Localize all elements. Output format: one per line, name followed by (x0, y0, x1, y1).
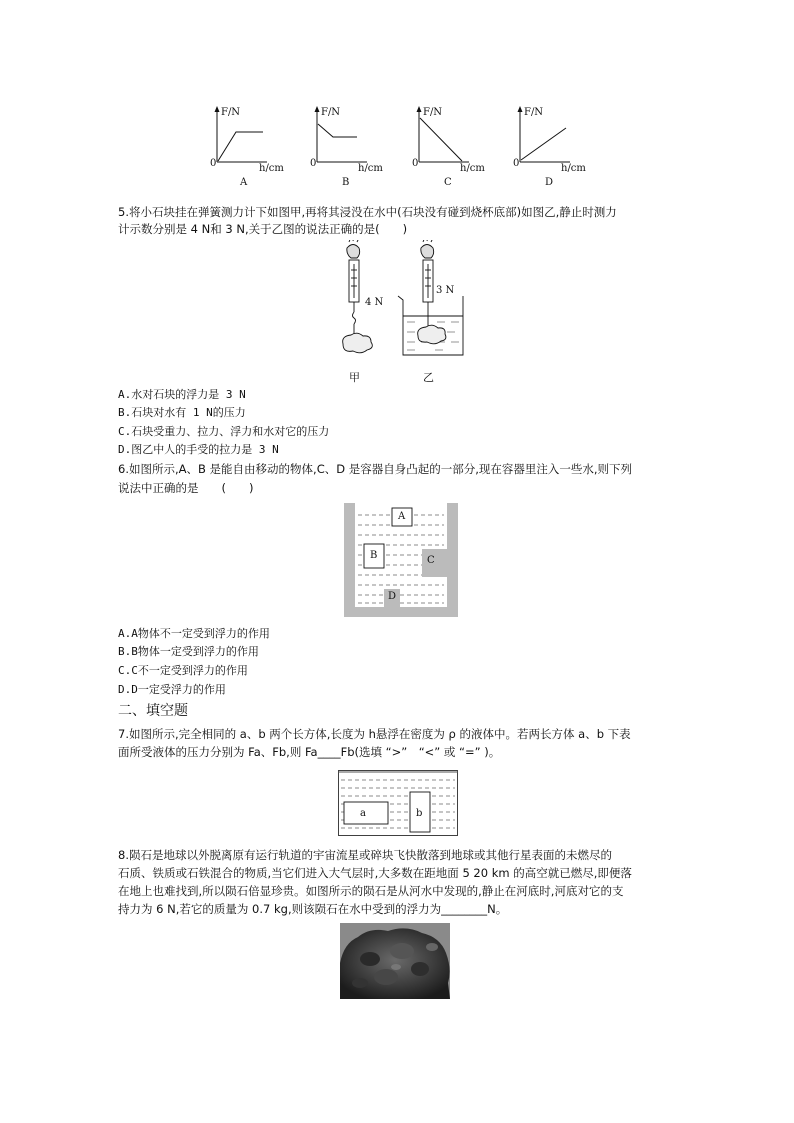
q5-jia-reading: 4 N (365, 297, 384, 308)
q6-stem-line2: 说法中正确的是 ( ) (118, 481, 254, 495)
figure-yi (398, 240, 463, 355)
q7-label-b: b (416, 808, 423, 819)
graph-a-origin: 0 (210, 158, 217, 169)
graph-c-option: C (444, 177, 452, 188)
graph-d-y-label: F/N (524, 107, 544, 118)
q6-option-c[interactable]: C.C不一定受到浮力的作用 (118, 664, 248, 677)
graph-d-option: D (545, 177, 554, 188)
graph-d-origin: 0 (513, 158, 520, 169)
graph-b-x-label: h/cm (358, 163, 383, 174)
meteorite-photo (340, 923, 450, 999)
graph-b-curve (318, 124, 357, 137)
graph-d-x-label: h/cm (561, 163, 586, 174)
q7-floating-blocks-figure (338, 770, 458, 836)
q7-label-a: a (360, 808, 366, 819)
graph-c-y-label: F/N (423, 107, 443, 118)
section-title-fill-in: 二、填空题 (118, 703, 188, 719)
graph-d-curve (521, 128, 566, 160)
q5-option-c[interactable]: C.石块受重力、拉力、浮力和水对它的压力 (118, 425, 330, 438)
q6-label-a: A (398, 511, 406, 522)
q6-option-a[interactable]: A.A物体不一定受到浮力的作用 (118, 627, 270, 640)
q5-option-a[interactable]: A.水对石块的浮力是 3 N (118, 388, 246, 401)
q6-option-d[interactable]: D.D一定受浮力的作用 (118, 683, 226, 696)
q5-stem-line1: 5.将小石块挂在弹簧测力计下如图甲,再将其浸没在水中(石块没有碰到烧杯底部)如图乙,静止时测力 (118, 205, 617, 219)
q6-label-d: D (388, 591, 397, 602)
graph-b-option: B (342, 177, 350, 188)
q5-option-b[interactable]: B.石块对水有 1 N的压力 (118, 406, 246, 419)
q6-label-c: C (427, 555, 435, 566)
q5-stem-line2: 计示数分别是 4 N和 3 N,关于乙图的说法正确的是( ) (118, 222, 408, 236)
graph-a-x-label: h/cm (259, 163, 284, 174)
q5-caption-jia: 甲 (349, 371, 360, 384)
q6-option-b[interactable]: B.B物体一定受到浮力的作用 (118, 645, 259, 658)
graph-b-origin: 0 (310, 158, 317, 169)
graph-c-curve (420, 118, 462, 161)
graph-b-y-label: F/N (321, 107, 341, 118)
q5-caption-yi: 乙 (423, 371, 434, 384)
q7-stem-line2: 面所受液体的压力分别为 Fa、Fb,则 Fa____Fb(选填 “>” “<” 或 “=” )。 (118, 745, 501, 759)
graph-a-option: A (240, 177, 248, 188)
q8-line2: 石质、铁质或石铁混合的物质,当它们进入大气层时,大多数在距地面 5 20 km 的高空就已燃尽,即便落 (118, 866, 632, 880)
graph-a-y-label: F/N (221, 107, 241, 118)
q5-option-d[interactable]: D.图乙中人的手受的拉力是 3 N (118, 443, 279, 456)
q5-spring-scale-figure (325, 240, 465, 365)
q8-line4: 持力为 6 N,若它的质量为 0.7 kg,则该陨石在水中受到的浮力为________N。 (118, 902, 508, 916)
graph-c-x-label: h/cm (460, 163, 485, 174)
block-a (344, 802, 388, 824)
q7-stem-line1: 7.如图所示,完全相同的 a、b 两个长方体,长度为 h悬浮在密度为 ρ 的液体中。若两长方体 a、b 下表 (118, 727, 631, 741)
q6-label-b: B (370, 550, 378, 561)
graph-c-origin: 0 (412, 158, 419, 169)
q8-line1: 8.陨石是地球以外脱离原有运行轨道的宇宙流星或碎块飞快散落到地球或其他行星表面的未燃尽的 (118, 848, 612, 862)
q8-line3: 在地上也难找到,所以陨石倍显珍贵。如图所示的陨石是从河水中发现的,静止在河底时,河底对它的支 (118, 884, 624, 898)
q5-yi-reading: 3 N (436, 285, 455, 296)
graph-a-curve (218, 132, 263, 161)
q6-stem-line1: 6.如图所示,A、B 是能自由移动的物体,C、D 是容器自身凸起的一部分,现在容器里注入一些水,则下列 (118, 462, 633, 476)
